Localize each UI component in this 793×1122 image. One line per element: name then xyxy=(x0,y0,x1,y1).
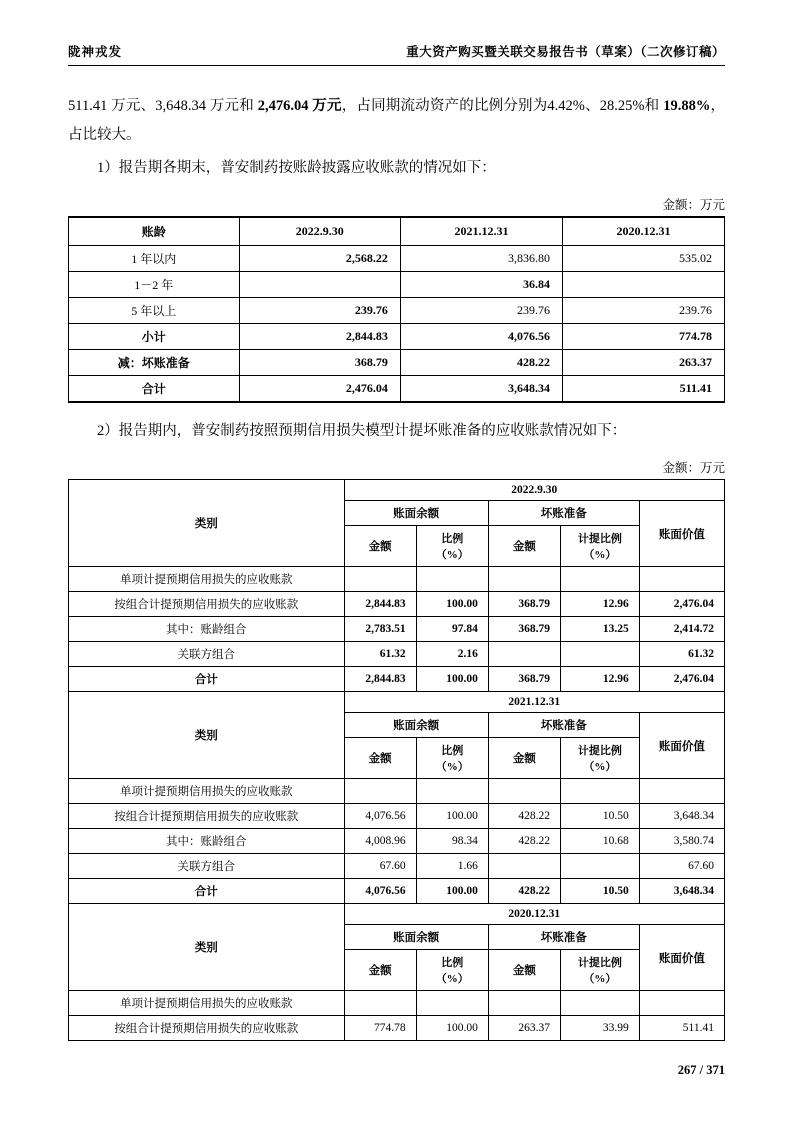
ecl-1-row-0-v3 xyxy=(560,779,639,804)
ecl-block-2021 xyxy=(68,691,725,904)
ecl-0-row-0-v4 xyxy=(639,567,724,592)
ecl-0-row-1-v2: 368.79 xyxy=(488,592,560,617)
ecl-2-row-1-v3: 33.99 xyxy=(560,1016,639,1041)
amount-unit-note-1: 金额：万元 xyxy=(662,198,725,212)
ecl-1-row-3-v0: 67.60 xyxy=(344,854,416,879)
aging-row-2-val-2: 239.76 xyxy=(562,298,724,324)
ecl-prov-header-2-l1: 计提比例 xyxy=(577,957,622,969)
ecl-0-row-2-v4: 2,414.72 xyxy=(639,617,724,642)
ecl-amount-header-2b: 金额 xyxy=(488,950,560,991)
aging-row-4-val-0: 368.79 xyxy=(239,350,400,376)
ecl-prov-header-0-l2: （%） xyxy=(583,549,617,561)
ecl-1-row-4-v4: 3,648.34 xyxy=(639,879,724,904)
table-header-row xyxy=(69,217,725,246)
ecl-table-2021 xyxy=(68,691,725,904)
table-row xyxy=(69,246,725,272)
table-row-total xyxy=(69,667,725,692)
ecl-1-row-3-v1: 1.66 xyxy=(416,854,488,879)
ecl-ratio-header-2 xyxy=(416,950,488,991)
ecl-ratio-header-2-l2: （%） xyxy=(435,973,469,985)
ecl-0-row-3-label: 关联方组合 xyxy=(69,642,345,667)
ecl-1-row-0-label: 单项计提预期信用损失的应收账款 xyxy=(69,779,345,804)
ecl-0-row-0-v2 xyxy=(488,567,560,592)
table-row xyxy=(69,272,725,298)
ecl-0-row-4-v3: 12.96 xyxy=(560,667,639,692)
ecl-1-row-3-v4: 67.60 xyxy=(639,854,724,879)
table-row xyxy=(69,1016,725,1041)
aging-table xyxy=(68,216,725,403)
ecl-book-balance-header-1: 账面余额 xyxy=(344,713,488,738)
ecl-provision-ratio-header-1 xyxy=(560,738,639,779)
ecl-table-2022 xyxy=(68,479,725,692)
aging-row-2-val-0: 239.76 xyxy=(239,298,400,324)
table-row xyxy=(69,617,725,642)
intro-text-part4: ，占比较大。 xyxy=(68,98,726,143)
ecl-ratio-header-2-l1: 比例 xyxy=(441,957,464,969)
ecl-1-row-2-v2: 428.22 xyxy=(488,829,560,854)
ecl-1-row-1-v3: 10.50 xyxy=(560,804,639,829)
aging-col-3: 2020.12.31 xyxy=(562,217,724,246)
ecl-0-row-0-label: 单项计提预期信用损失的应收账款 xyxy=(69,567,345,592)
ecl-2-row-1-v1: 100.00 xyxy=(416,1016,488,1041)
intro-percent-highlight: 19.88% xyxy=(663,98,711,114)
ecl-book-value-header-1: 账面价值 xyxy=(639,713,724,779)
ecl-1-row-4-v0: 4,076.56 xyxy=(344,879,416,904)
intro-text-part1: 511.41 万元、3,648.34 万元和 xyxy=(68,98,258,114)
ecl-ratio-header-1-l1: 比例 xyxy=(441,745,464,757)
ecl-0-row-1-label: 按组合计提预期信用损失的应收账款 xyxy=(69,592,345,617)
aging-row-2-val-1: 239.76 xyxy=(400,298,562,324)
ecl-table-2020 xyxy=(68,903,725,1041)
table-row xyxy=(69,991,725,1016)
ecl-2-row-0-v0 xyxy=(344,991,416,1016)
ecl-0-row-3-v1: 2.16 xyxy=(416,642,488,667)
ecl-1-row-3-v3 xyxy=(560,854,639,879)
ecl-book-value-header-2: 账面价值 xyxy=(639,925,724,991)
ecl-1-row-1-v4: 3,648.34 xyxy=(639,804,724,829)
ecl-1-row-0-v1 xyxy=(416,779,488,804)
table-row xyxy=(69,592,725,617)
ecl-prov-header-0-l1: 计提比例 xyxy=(577,533,622,545)
ecl-book-balance-header-2: 账面余额 xyxy=(344,925,488,950)
ecl-1-row-2-label: 其中：账龄组合 xyxy=(69,829,345,854)
table-row xyxy=(69,854,725,879)
aging-row-4-val-1: 428.22 xyxy=(400,350,562,376)
list-item-1-text: 1）报告期各期末，普安制药按账龄披露应收账款的情况如下： xyxy=(97,160,496,176)
ecl-2-row-1-v0: 774.78 xyxy=(344,1016,416,1041)
ecl-1-row-0-v2 xyxy=(488,779,560,804)
ecl-0-row-3-v3 xyxy=(560,642,639,667)
ecl-ratio-header-0-l1: 比例 xyxy=(441,533,464,545)
ecl-1-row-4-label: 合计 xyxy=(69,879,345,904)
aging-col-2: 2021.12.31 xyxy=(400,217,562,246)
ecl-category-header-2: 类别 xyxy=(69,904,345,991)
ecl-0-row-1-v3: 12.96 xyxy=(560,592,639,617)
table-row-total xyxy=(69,376,725,403)
ecl-0-row-1-v4: 2,476.04 xyxy=(639,592,724,617)
aging-row-0-label: 1 年以内 xyxy=(69,246,240,272)
ecl-1-row-1-v0: 4,076.56 xyxy=(344,804,416,829)
ecl-0-row-2-v1: 97.84 xyxy=(416,617,488,642)
aging-col-1: 2022.9.30 xyxy=(239,217,400,246)
ecl-prov-header-2-l2: （%） xyxy=(583,973,617,985)
aging-row-5-label: 合计 xyxy=(69,376,240,403)
aging-row-3-val-1: 4,076.56 xyxy=(400,324,562,350)
aging-row-0-val-0: 2,568.22 xyxy=(239,246,400,272)
table-row xyxy=(69,804,725,829)
aging-row-5-val-2: 511.41 xyxy=(562,376,724,403)
ecl-2-row-0-label: 单项计提预期信用损失的应收账款 xyxy=(69,991,345,1016)
page-header xyxy=(68,42,725,66)
aging-row-3-label: 小计 xyxy=(69,324,240,350)
amount-unit-note-2: 金额：万元 xyxy=(662,461,725,475)
table-row-provision xyxy=(69,350,725,376)
ecl-bad-debt-header-2: 坏账准备 xyxy=(488,925,639,950)
ecl-0-row-2-v2: 368.79 xyxy=(488,617,560,642)
ecl-category-header-0: 类别 xyxy=(69,480,345,567)
ecl-0-row-4-label: 合计 xyxy=(69,667,345,692)
ecl-ratio-header-0-l2: （%） xyxy=(435,549,469,561)
ecl-0-row-0-v1 xyxy=(416,567,488,592)
ecl-0-row-3-v0: 61.32 xyxy=(344,642,416,667)
ecl-0-row-0-v0 xyxy=(344,567,416,592)
ecl-provision-ratio-header-2 xyxy=(560,950,639,991)
ecl-1-row-2-v1: 98.34 xyxy=(416,829,488,854)
ecl-period-row xyxy=(69,480,725,501)
aging-row-0-val-1: 3,836.80 xyxy=(400,246,562,272)
ecl-book-balance-header-0: 账面余额 xyxy=(344,501,488,526)
ecl-1-row-1-v2: 428.22 xyxy=(488,804,560,829)
intro-text-part2: ，占同期流动资产的比例分别为 xyxy=(341,98,548,114)
ecl-2-row-1-label: 按组合计提预期信用损失的应收账款 xyxy=(69,1016,345,1041)
aging-row-1-val-2 xyxy=(562,272,724,298)
aging-row-4-val-2: 263.37 xyxy=(562,350,724,376)
ecl-1-row-2-v4: 3,580.74 xyxy=(639,829,724,854)
header-document-title: 重大资产购买暨关联交易报告书（草案）（二次修订稿） xyxy=(406,45,725,59)
ecl-1-row-3-label: 关联方组合 xyxy=(69,854,345,879)
ecl-period-label-2: 2020.12.31 xyxy=(344,904,724,925)
ecl-block-2020 xyxy=(68,903,725,1041)
ecl-0-row-2-v3: 13.25 xyxy=(560,617,639,642)
ecl-category-header-1: 类别 xyxy=(69,692,345,779)
ecl-0-row-0-v3 xyxy=(560,567,639,592)
ecl-0-row-3-v4: 61.32 xyxy=(639,642,724,667)
ecl-amount-header-1b: 金额 xyxy=(488,738,560,779)
ecl-period-label-0: 2022.9.30 xyxy=(344,480,724,501)
ecl-amount-header-1a: 金额 xyxy=(344,738,416,779)
ecl-amount-header-2a: 金额 xyxy=(344,950,416,991)
ecl-1-row-1-v1: 100.00 xyxy=(416,804,488,829)
ecl-2-row-1-v2: 263.37 xyxy=(488,1016,560,1041)
ecl-prov-header-1-l1: 计提比例 xyxy=(577,745,622,757)
ecl-ratio-header-0 xyxy=(416,526,488,567)
table-row xyxy=(69,779,725,804)
ecl-1-row-0-v4 xyxy=(639,779,724,804)
ecl-book-value-header-0: 账面价值 xyxy=(639,501,724,567)
intro-amount-highlight: 2,476.04 万元 xyxy=(257,98,342,114)
aging-row-2-label: 5 年以上 xyxy=(69,298,240,324)
ecl-provision-ratio-header-0 xyxy=(560,526,639,567)
ecl-0-row-1-v1: 100.00 xyxy=(416,592,488,617)
ecl-amount-header-0a: 金额 xyxy=(344,526,416,567)
aging-row-4-label: 减：坏账准备 xyxy=(69,350,240,376)
ecl-1-row-4-v2: 428.22 xyxy=(488,879,560,904)
ecl-period-row xyxy=(69,904,725,925)
ecl-2-row-0-v2 xyxy=(488,991,560,1016)
ecl-1-row-4-v1: 100.00 xyxy=(416,879,488,904)
ecl-period-label-1: 2021.12.31 xyxy=(344,692,724,713)
aging-row-1-label: 1－2 年 xyxy=(69,272,240,298)
table-row-total xyxy=(69,879,725,904)
aging-col-0: 账龄 xyxy=(69,217,240,246)
ecl-2-row-0-v3 xyxy=(560,991,639,1016)
intro-text-part3: 4.42%、28.25%和 xyxy=(547,98,664,114)
ecl-1-row-3-v2 xyxy=(488,854,560,879)
ecl-amount-header-0b: 金额 xyxy=(488,526,560,567)
ecl-1-row-1-label: 按组合计提预期信用损失的应收账款 xyxy=(69,804,345,829)
ecl-bad-debt-header-1: 坏账准备 xyxy=(488,713,639,738)
aging-row-0-val-2: 535.02 xyxy=(562,246,724,272)
ecl-2-row-0-v1 xyxy=(416,991,488,1016)
aging-row-3-val-2: 774.78 xyxy=(562,324,724,350)
ecl-0-row-2-label: 其中：账龄组合 xyxy=(69,617,345,642)
ecl-prov-header-1-l2: （%） xyxy=(583,761,617,773)
ecl-1-row-4-v3: 10.50 xyxy=(560,879,639,904)
aging-row-3-val-0: 2,844.83 xyxy=(239,324,400,350)
ecl-block-2022 xyxy=(68,479,725,692)
aging-row-5-val-0: 2,476.04 xyxy=(239,376,400,403)
ecl-bad-debt-header-0: 坏账准备 xyxy=(488,501,639,526)
ecl-2-row-0-v4 xyxy=(639,991,724,1016)
ecl-0-row-4-v1: 100.00 xyxy=(416,667,488,692)
table-row xyxy=(69,567,725,592)
ecl-ratio-header-1 xyxy=(416,738,488,779)
ecl-0-row-1-v0: 2,844.83 xyxy=(344,592,416,617)
ecl-period-row xyxy=(69,692,725,713)
aging-row-1-val-0 xyxy=(239,272,400,298)
ecl-ratio-header-1-l2: （%） xyxy=(435,761,469,773)
ecl-0-row-2-v0: 2,783.51 xyxy=(344,617,416,642)
ecl-0-row-4-v4: 2,476.04 xyxy=(639,667,724,692)
ecl-0-row-3-v2 xyxy=(488,642,560,667)
table-row xyxy=(69,829,725,854)
table-row xyxy=(69,642,725,667)
aging-row-5-val-1: 3,648.34 xyxy=(400,376,562,403)
ecl-1-row-2-v0: 4,008.96 xyxy=(344,829,416,854)
ecl-0-row-4-v2: 368.79 xyxy=(488,667,560,692)
list-item-2-text: 2）报告期内，普安制药按照预期信用损失模型计提坏账准备的应收账款情况如下： xyxy=(97,423,627,439)
table-row xyxy=(69,298,725,324)
header-company-name: 陇神戎发 xyxy=(68,45,123,59)
paragraph-intro xyxy=(68,92,725,150)
page-number: 267 / 371 xyxy=(677,1063,725,1077)
ecl-1-row-2-v3: 10.68 xyxy=(560,829,639,854)
ecl-2-row-1-v4: 511.41 xyxy=(639,1016,724,1041)
ecl-1-row-0-v0 xyxy=(344,779,416,804)
ecl-0-row-4-v0: 2,844.83 xyxy=(344,667,416,692)
table-row-subtotal xyxy=(69,324,725,350)
aging-row-1-val-1: 36.84 xyxy=(400,272,562,298)
